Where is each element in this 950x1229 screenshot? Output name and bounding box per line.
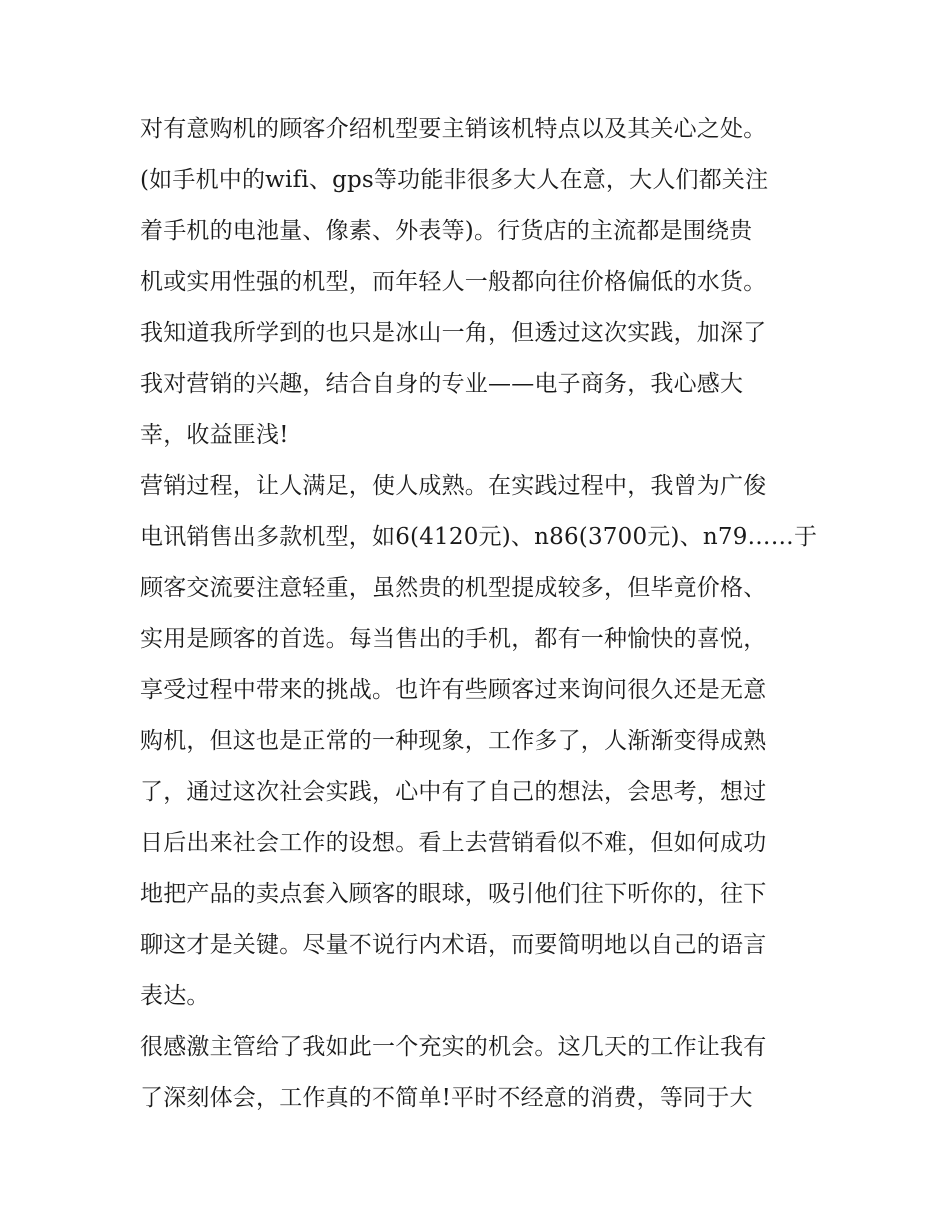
- text-line: 电讯销售出多款机型，如6(4120元)、n86(3700元)、n79……于: [140, 524, 818, 550]
- body-text: [140, 104, 820, 1124]
- text-line: 实用是顾客的首选。每当售出的手机，都有一种愉快的喜悦，: [140, 626, 767, 652]
- text-line: 很感激主管给了我如此一个充实的机会。这几天的工作让我有: [140, 1034, 767, 1060]
- text-line: 地把产品的卖点套入顾客的眼球，吸引他们往下听你的，往下: [140, 881, 767, 907]
- text-line: 了深刻体会，工作真的不简单!平时不经意的消费，等同于大: [140, 1085, 753, 1111]
- text-line: 对有意购机的顾客介绍机型要主销该机特点以及其关心之处。: [140, 116, 767, 142]
- text-line: 购机，但这也是正常的一种现象，工作多了，人渐渐变得成熟: [140, 728, 767, 754]
- text-line: 聊这才是关键。尽量不说行内术语，而要简明地以自己的语言: [140, 932, 767, 958]
- text-line: 机或实用性强的机型，而年轻人一般都向往价格偏低的水货。: [140, 269, 767, 295]
- text-line: 我知道我所学到的也只是冰山一角，但透过这次实践，加深了: [140, 320, 767, 346]
- text-line: 幸，收益匪浅!: [140, 422, 289, 448]
- text-line: 表达。: [140, 983, 210, 1009]
- text-line: 我对营销的兴趣，结合自身的专业——电子商务，我心感大: [140, 371, 744, 397]
- text-line: 享受过程中带来的挑战。也许有些顾客过来询问很久还是无意: [140, 677, 767, 703]
- text-line: 日后出来社会工作的设想。看上去营销看似不难，但如何成功: [140, 830, 767, 856]
- text-line: 营销过程，让人满足，使人成熟。在实践过程中，我曾为广俊: [140, 473, 767, 499]
- text-line: (如手机中的wifi、gps等功能非很多大人在意，大人们都关注: [140, 167, 769, 193]
- text-line: 顾客交流要注意轻重，虽然贵的机型提成较多，但毕竟价格、: [140, 575, 767, 601]
- text-line: 着手机的电池量、像素、外表等)。行货店的主流都是围绕贵: [140, 218, 753, 244]
- text-line: 了，通过这次社会实践，心中有了自己的想法，会思考，想过: [140, 779, 767, 805]
